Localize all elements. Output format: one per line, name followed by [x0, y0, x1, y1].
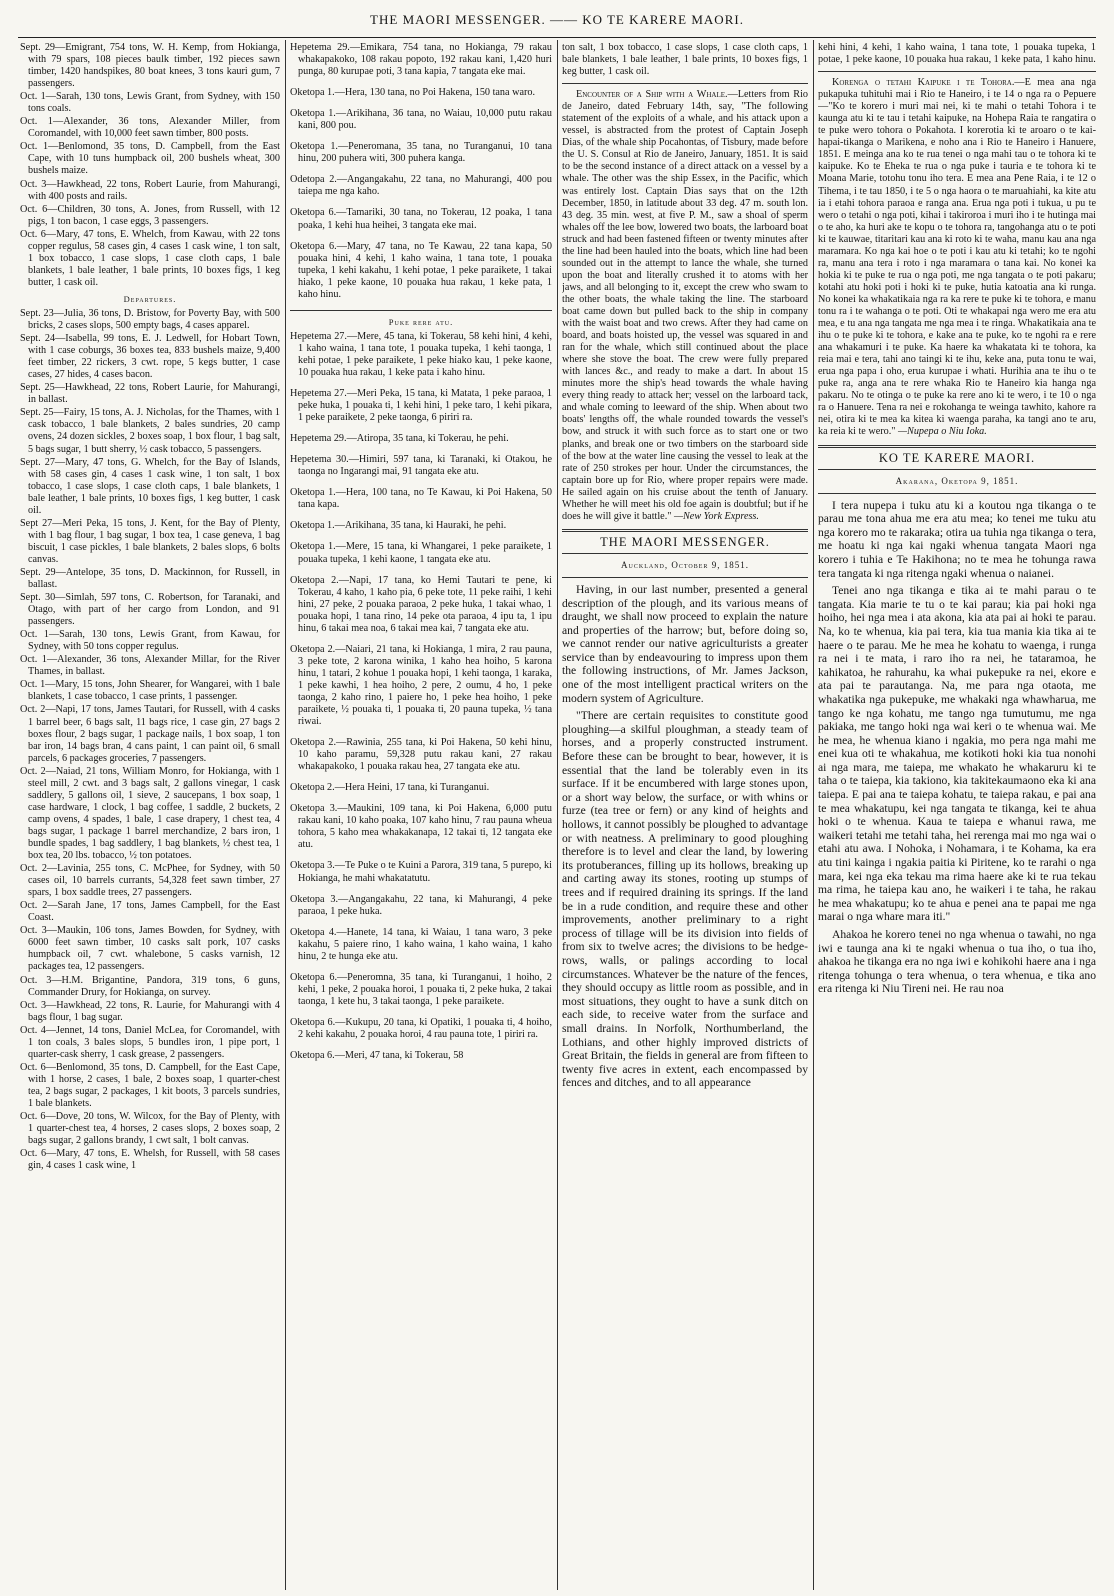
shipping-entry-maori: Oketopa 6.—Peneromna, 35 tana, ki Turanganui, 1 hoiho, 2 kehi, 1 peke, 2 pouaka horoi, 1 pouaka ti, 2 peke huka, 2 takai taonga, 1 kete hu, 3 takai taonga, 1 peke paraikete.	[290, 971, 552, 1007]
shipping-entry: Oct. 4—Jennet, 14 tons, Daniel McLea, for Coromandel, with 1 ton coals, 3 bales slops, 5 bundles iron, 1 pipe port, 1 quarter-cask sherry, 1 cask grease, 2 passengers.	[20, 1024, 280, 1060]
shipping-entry-maori: Oketopa 2.—Rawinia, 255 tana, ki Poi Hakena, 50 kehi hinu, 10 kaho paramu, 59,328 putu rakau kani, 27 rakau whakapakoko, 1 pouaka rakau hea, 27 tangata eke atu.	[290, 737, 552, 773]
whale-article-body-maori: —E mea ana nga pukapuka tuhituhi mai i Rio te Haneiro, i te 14 o nga ra o Pepuere —"Ko te korero i muri mai nei, ki te mahi o tetahi Tohora i te kaunga atu ki te tau i tetahi kaipuke, na Hohepa Raia te rangatira o te puke wero tohora o Pokahota. I korerotia ki te aroaro o te kai-hapai-tikanga o Marikena, e noho ana i Rio te Haneiro i Hanuere, 1851. E meinga ana ko te rua tenei o nga mahi tau o te tohora ki te kaipuke. Ko te Eheka te rua o nga puke i tauria e te tohora ki te Moana Marie, totohu tonu iho tera. E mea ana Pene Raia, i te 12 o Tihema, i te tau 1850, i te 5 o nga haora o te maruahiahi, ka kite atu ia i etahi tohora paraoa e ranga ana. Erua nga poti i tukua, u pu te wero o tetahi o nga poti, kihai i takiroroa i muri iho i te hutinga mai o te aho, ka huri ake te kopu o te tohora ra, tangohanga atu o te poti ki te kauwae, titaritari kau ana ki roto ki te waha, manu kau ana nga maramara. Ko nga kai hoe o te poti i kau atu ki tetahi; ko te ngohi ra, manu ana tera i roto i nga maramara o tana kai. No konei ka hokia ki te puke te rua o nga poti, me nga tangata o te poti pakaru; kotahi atu hoki poti i hoki ki te puke, hutia katoatia ana ki runga. No konei ka whakatikaia nga ra ka rere te puke ki te tohora, e manu tonu ra i te wahanga o te poti. Oti te whakapai nga wero me era atu mea, e tu ana nga tangata me nga mea i te ringa. Whakatikaia ana te ihu o te puke ki te tohora, e kake ana te puke, ko te ngohi ra e rere ana whakamuri i te puke. Ka haere ka whakatata ki te tohora, ka reia mai e tera, tahi ano taingi ki te ihu, keke ana, puta tonu te wai, erua nga papa i oho, erua kurupae i whati. Hurihia ana te ihu o te puke ra, anga ana te rere whaka Rio te Haneiro kia hanga nga pakaru. No te otinga o te puke ka rere ano ki te wero, i te 10 o nga ra o Hanuere. Tena ra nei e rokohanga te weinga tawhito, kahore ra nei, otira ki te mea ka kitea ki waenga paraha, ka tangi ano te aru, ka reia ki te wero."	[818, 77, 1096, 438]
arrivals-list	[20, 42, 280, 289]
departures-heading-maori: Puke rere atu.	[388, 316, 454, 327]
shipping-entry-maori: Oketopa 3.—Maukini, 109 tana, ki Poi Hakena, 6,000 putu rakau kani, 10 kaho poaka, 107 kaho hinu, 7 rau pauna wheua tohora, 5 kaho mea whakakanapa, 12 takai ti, 12 tangata eke atu.	[290, 803, 552, 851]
shipping-entry: Sept 27—Meri Peka, 15 tons, J. Kent, for the Bay of Plenty, with 1 bag flour, 1 bag sugar, 1 box tea, 1 case geneva, 1 bag biscuit, 1 case pickles, 1 bale blankets, 2 bales slops, 6 bolts canvas.	[20, 517, 280, 565]
shipping-entry-maori: Hepetema 27.—Meri Peka, 15 tana, ki Matata, 1 peke paraoa, 1 peke huka, 1 pouaka ti, 1 kehi hini, 1 peke taro, 1 kehi pikara, 1 peke paraikete, 2 peke taonga, 6 piriri ra.	[290, 388, 552, 424]
arrivals-list-maori	[290, 42, 552, 301]
shipping-entry: Oct. 6—Dove, 20 tons, W. Wilcox, for the Bay of Plenty, with 1 quarter-chest tea, 4 horses, 2 cases slops, 2 boxes soap, 2 bags sugar, 2 gallons brandy, 1 cwt salt, 1 bolt canvas.	[20, 1111, 280, 1147]
masthead: THE MAORI MESSENGER. —— KO TE KARERE MAORI.	[370, 12, 744, 27]
shipping-entry: Oct. 1—Alexander, 36 tons, Alexander Miller, from Coromandel, with 10,000 feet sawn timber, 800 posts.	[20, 116, 280, 140]
paper-title-maori: KO TE KARERE MAORI.	[878, 450, 1036, 465]
shipping-entry: Sept. 25—Fairy, 15 tons, A. J. Nicholas, for the Thames, with 1 cask tobacco, 1 bale blankets, 2 bales sundries, 20 camp ovens, 24 dozen sickles, 2 boxes soap, 1 box flour, 1 bag salt, 5 bags sugar, 1 butt sherry, ½ cask tobacco, 5 passengers.	[20, 407, 280, 455]
shipping-entry-maori: Oketopa 3.—Te Puke o te Kuini a Parora, 319 tana, 5 purepo, ki Hokianga, he mahi whakatatutu.	[290, 860, 552, 884]
shipping-entry: Oct. 1—Mary, 15 tons, John Shearer, for Wangarei, with 1 bale blankets, 1 case tobacco, 1 case prints, 1 passenger.	[20, 679, 280, 703]
shipping-entry: Sept. 30—Simlah, 597 tons, C. Robertson, for Taranaki, and Otago, with part of her cargo from London, and 91 passengers.	[20, 592, 280, 628]
shipping-entry: Sept. 25—Hawkhead, 22 tons, Robert Laurie, for Mahurangi, in ballast.	[20, 382, 280, 406]
shipping-entry: Oct. 1—Sarah, 130 tons, Lewis Grant, from Kawau, for Sydney, with 50 tons copper regulus.	[20, 629, 280, 653]
column-divider	[813, 40, 814, 1590]
shipping-continuation-maori: kehi hini, 4 kehi, 1 kaho waina, 1 tana tote, 1 pouaka tupeka, 1 potae, 1 peke kaone, 10 pouaka hua rakau, 1 keke pata, 1 kaho hinu.	[818, 42, 1096, 66]
shipping-entry: Oct. 1—Alexander, 36 tons, Alexander Millar, for the River Thames, in ballast.	[20, 654, 280, 678]
shipping-entry: Sept. 27—Mary, 47 tons, G. Whelch, for the Bay of Islands, with 58 cases gin, 4 cases 1 cask wine, 1 ton salt, 1 box tobacco, 1 case slops, 1 case cloth caps, 1 bale blankets, 1 bale leather, 1 bale prints, 10 boxes figs, 1 keg butter, 1 cask oil.	[20, 456, 280, 516]
shipping-entry: Sept. 29—Antelope, 35 tons, D. Mackinnon, for Russell, in ballast.	[20, 566, 280, 591]
shipping-entry-maori: Oketopa 1.—Hera, 130 tana, no Poi Hakena, 150 tana waro.	[290, 87, 535, 99]
whale-article-body: —Letters from Rio de Janeiro, dated February 14th, say, "The following statement of the exploits of a whale, and his attack upon a vessel, is abstracted from the protest of Captain Joseph Dias, of the whale ship Pocahontas, of Tisbury, made before the U. S. Consul at Rio de Janeiro, January, 1851. It is said to be the second instance of a direct attack on a vessel by a whale. The other was the ship Essex, in the Pacific, which was entirely lost. Captain Dias says that on the 12th December, 1850, in latitude about 33 deg. 47 m. south lon. 43 deg. 35 min. west, at five P. M., saw a shoal of sperm whales off the lee bow, lowered two boats, the larboard boat struck and had been fastened fifteen or twenty minutes after the line had been hauled into the boats, which line had been sounded out in the attempt to lance the whale, she turned upon the boat and literally crushed it to atoms with her jaws, and all belonging to it, except the crew who swam to the other boats, the whale taking the line. The starboard boat came down but pulled back to the ship in company with the waist boat and two crews. After they had came on board, and boats hoisted up, the vessel was squared in and ran for the whale, which still continued about the place where she stove the boat. The crew were fully prepared with lances &c., and ready to make a dart. In about 15 minutes more the ship's head towards the whale having every thing ready to attack her; vessel on the larboard tack, and whale coming to leeward of the ship. When about two boats' lengths off, the whale rounded towards the vessel's bow, and struck it with such force as to start one or two planks, and break one or two timbers on the starboard side of the bow at the water line causing the vessel to leak at the rate of 250 strokes per hour. Under the circumstances, the captain bore up for Rio, where proper repairs were made. He sailed again on his cruise about the tenth of January. Whether he will meet his old foe again is doubtful; but if he does he will give it battle."	[562, 89, 808, 522]
editorial-paragraph-maori: I tera nupepa i tuku atu ki a koutou nga tikanga o te parau me tona ahua me era atu mea; ko tenei me tuku atu nga korero mo te rakaraka; otira ua tuhia nga tikanga o tera, me hoatu ki nga kai ngaki whenua tangata Maori nga korero i tuhia e Te Hakihona; no te mea he tohunga rawa tera tangata ki nga ritenga ngaki whenua o naianei.	[818, 498, 1096, 580]
shipping-entry-maori: Hepetema 30.—Himiri, 597 tana, ki Taranaki, ki Otakou, he taonga no Ingarangi mai, 91 tangata eke atu.	[290, 454, 552, 478]
whale-article-source-maori: —Nupepa o Niu Ioka.	[897, 426, 987, 438]
whale-article-heading: Encounter of a Ship with a Whale.	[576, 89, 728, 101]
shipping-entry-maori: Oketopa 2.—Napi, 17 tana, ko Hemi Tautari te pene, ki Tokerau, 4 kaho, 1 kaho pia, 6 peke tote, 11 peke raihi, 1 kehi hini, 27 peke, 2 pouaka paraoa, 2 peke huka, 1 takai whao, 1 pouaka hopi, 1 tana rino, 14 peke ota paraoa, 4 ipu ta, 1 ipu hinu, 6 takai mea noa, 6 takai mea kai, 7 tangata eke atu.	[290, 574, 552, 634]
paper-title: THE MAORI MESSENGER.	[600, 534, 770, 549]
shipping-entry: Oct. 2—Napi, 17 tons, James Tautari, for Russell, with 4 casks 1 barrel beer, 6 bags salt, 11 bags rice, 1 case gin, 27 bags 2 boxes flour, 2 bags sugar, 1 package nails, 1 box soap, 1 ton bar iron, 14 bags bran, 4 cans paint, 1 can paint oil, 6 small parcels, 6 packages groceries, 7 passengers.	[20, 704, 280, 764]
shipping-continuation: ton salt, 1 box tobacco, 1 case slops, 1 case cloth caps, 1 bale blankets, 1 bale leather, 1 bale prints, 10 boxes figs, 1 keg butter, 1 cask oil.	[562, 42, 808, 78]
shipping-entry-maori: Hepetema 29.—Atiropa, 35 tana, ki Tokerau, he pehi.	[290, 433, 509, 445]
shipping-entry-maori: Oketopa 6.—Kukupu, 20 tana, ki Opatiki, 1 pouaka ti, 4 hoiho, 2 kehi kakahu, 2 pouaka horoi, 4 rau pauna tote, 1 piriri ra.	[290, 1016, 552, 1040]
masthead-rule	[18, 37, 1096, 38]
shipping-entry-maori: Oketopa 1.—Mere, 15 tana, ki Whangarei, 1 peke paraikete, 1 pouaka tupeka, 1 kehi kaone, 1 tangata eke atu.	[290, 541, 552, 565]
rule	[818, 493, 1096, 494]
shipping-entry: Oct. 6—Children, 30 tons, A. Jones, from Russell, with 12 pigs, 1 ton bacon, 1 case eggs, 3 passengers.	[20, 203, 280, 227]
column-divider	[285, 40, 286, 1590]
rule	[818, 469, 1096, 470]
column-english-shipping	[20, 42, 280, 1590]
shipping-entry-maori: Odetopa 2.—Angangakahu, 22 tana, no Mahurangi, 400 pou taiepa me nga kaho.	[290, 174, 552, 198]
departures-heading: Departures.	[123, 293, 177, 304]
shipping-entry: Oct. 3—Hawkhead, 22 tons, Robert Laurie, from Mahurangi, with 400 posts and rails.	[20, 178, 280, 202]
shipping-entry-maori: Oketopa 6.—Meri, 47 tana, ki Tokerau, 58	[290, 1050, 464, 1062]
shipping-entry-maori: Hepetema 27.—Mere, 45 tana, ki Tokerau, 58 kehi hini, 4 kehi, 1 kaho waina, 1 tana tote, 1 pouaka tupeka, 1 kehi taonga, 1 kehi potae, 1 peke paraikete, 1 peke hiako kau, 1 peke kaone, 10 pouaka hua rakau, 1 keke pata i kaho hinu.	[290, 330, 552, 378]
shipping-entry-maori: Hepetema 29.—Emikara, 754 tana, no Hokianga, 79 rakau whakapakoko, 108 rakau popoto, 192 rakau kani, 1,420 huri punga, 80 kurupae poti, 3 tana kapia, 7 tangata eke mai.	[290, 42, 552, 78]
whale-article-maori	[818, 77, 1096, 438]
shipping-entry: Sept. 24—Isabella, 99 tons, E. J. Ledwell, for Hobart Town, with 1 case coburgs, 36 boxes tea, 833 bushels maize, 9,400 feet timber, 22 rickers, 3 cwt. rope, 5 kegs butter, 1 case cases, 27 hides, 4 cases bacon.	[20, 333, 280, 381]
column-divider	[557, 40, 558, 1590]
editorial-paragraph-maori: Tenei ano nga tikanga e tika ai te mahi parau o te tangata. Kia marie te tu o te kai parau; kia pai hoki nga hoiho, hei nga mea i ata akona, kia ata pai ai hoki te parau. Na, ko te whenua, kia pai tera, kia tua mania kia tika ai te haere o te parau. Me he mea he kohatu to waenga, i runga ra nei i te mata, i raro iho ra nei, he tataramoa, he kahikatoa, he rahurahu, ka whai pukepuke ra nei, ekore e ata pai te parautanga. Na, me para nga otaota, me whakatika nga pukepuke, me whakaki nga whawharua, me tango ke nga kohatu, me tango nga tumutumu, me nga pakiaka, me tango hoki nga wai keri o te whenua wai. Me he mea, he whenua kiano i ngakia, mo pera nga mahi me enei kua oti te whakahua, me kotikoti hoki kia tua nonohi ai nga mara, me taiepa, me whakato he whakaruru ki te taha o te taiepa, kia takiono, kia takitekaumaono eka ki ana taiepa. E pai ana te taiepa kohatu, te taiepa rakau, e pai ana te mea whakatupu, kei nga tangata te tikanga, kei te ahua hoki o te whenua. Kaua te taiepa e whanui rawa, me waikeri tetahi me tetahi taha, hei rerenga mai mo nga wai o etahi atu awa. I Nohoka, i Nohamara, i te Kohama, ka era atu tini kainga i ngakia paitia ki Piritene, ko te rarahi o nga mara, kei nga eka tekau ma rima haere ake ki te rua tekau ma rima, he taiepa kau ano, he waikeri i te taha, he rakau he mea whakatupu; ko te ahua e penei ana te papai me nga marai o nga whare mara iti."	[818, 584, 1096, 924]
shipping-entry: Oct. 2—Lavinia, 255 tons, C. McPhee, for Sydney, with 50 cases oil, 10 barrels currants, 54,328 feet sawn timber, 27 spars, 1 box saddle trees, 27 passengers.	[20, 863, 280, 899]
shipping-entry-maori: Oketopa 4.—Hanete, 14 tana, ki Waiau, 1 tana waro, 3 peke kakahu, 5 paiere rino, 1 kaho waina, 1 kaho waina, 1 kaho hinu, 2 te hunga eke atu.	[290, 926, 552, 962]
whale-article-heading-maori: Korenga o tetahi Kaipuke i te Tohora.	[832, 77, 1015, 89]
shipping-entry-maori: Oketopa 6.—Mary, 47 tana, no Te Kawau, 22 tana kapa, 50 pouaka hini, 4 kehi, 1 kaho waina, 1 tana tote, 1 pouaka tupeka, 1 kehi kakahu, 1 kehi potae, 1 peke paraikete, 1 takai hiako, 1 peke kaone, 10 pouaka hua rakau, 1 keke pata, 1 kaho hinu.	[290, 240, 552, 300]
editorial-paragraph: Having, in our last number, presented a general description of the plough, and its various means of draught, we shall now proceed to explain the nature and properties of the harrow; but, before doing so, we cannot render our native agriculturists a greater service than by endeavouring to impress upon them the following instructions, of Mr. James Jackson, one of the most intelligent practical writers on the modern system of Agriculture.	[562, 582, 808, 705]
shipping-entry: Sept. 29—Emigrant, 754 tons, W. H. Kemp, from Hokianga, with 79 spars, 108 pieces baulk timber, 192 pieces sawn timber, 1420 handspikes, 80 boat knees, 3 tons kauri gum, 7 passengers.	[20, 42, 280, 90]
column-english-articles	[562, 42, 808, 1590]
editorial-paragraph-maori: Ahakoa he korero tenei no nga whenua o tawahi, no nga iwi e taunga ana ki te ngaki whenua o tua iho, o tua iho, ahakoa he tikanga era no nga iwi e kohikohi haere ana i nga ritenga tohunga o tera whenua, o tera whenua, e tika ano era ritenga ki Niu Tireni nei. He rau noa	[818, 928, 1096, 996]
rule	[818, 71, 1096, 72]
shipping-entry: Oct. 6—Mary, 47 tons, E. Whelch, from Kawau, with 22 tons copper regulus, 58 cases gin, 4 cases 1 cask wine, 1 ton salt, 1 box tobacco, 1 case slops, 1 case cloth caps, 1 bale blankets, 1 bale leather, 1 bale prints, 10 boxes figs, 1 keg butter, 1 cask oil.	[20, 228, 280, 288]
departures-list	[20, 308, 280, 1172]
shipping-entry-maori: Oketopa 1.—Arikihana, 36 tana, no Waiau, 10,000 putu rakau kani, 800 pou.	[290, 108, 552, 132]
shipping-entry: Oct. 6—Benlomond, 35 tons, D. Campbell, for the East Cape, with 1 horse, 2 cases, 1 bale, 2 boxes soap, 1 quarter-chest tea, 2 bags sugar, 2 packages, 1 kit boots, 3 parcels sundries, 1 bale blankets.	[20, 1061, 280, 1109]
shipping-entry: Oct. 1—Sarah, 130 tons, Lewis Grant, from Sydney, with 150 tons coals.	[20, 91, 280, 115]
double-rule	[818, 445, 1096, 448]
shipping-entry: Oct. 3—Maukin, 106 tons, James Bowden, for Sydney, with 6000 feet sawn timber, 10 casks salt pork, 107 casks humpback oil, 7 cwt. whalebone, 5 casks varnish, 12 packages tea, 12 passengers.	[20, 925, 280, 973]
shipping-entry-maori: Oketopa 2.—Hera Heini, 17 tana, ki Turanganui.	[290, 782, 490, 794]
whale-article-source: —New York Express.	[673, 510, 759, 522]
rule	[562, 577, 808, 578]
editorial-body	[562, 583, 808, 1090]
shipping-entry-maori: Oketopa 3.—Angangakahu, 22 tana, ki Mahurangi, 4 peke paraoa, 1 peke huka.	[290, 893, 552, 917]
editorial-paragraph: "There are certain requisites to constitute good ploughing—a skilful ploughman, a steady team of horses, and a properly constructed instrument. Before these can be brought to bear, however, it is essential that the land be tolerably even in its surface. If it be encumbered with large stones upon, or a short way below, the surface, or with whins or furze (tea tree or fern) or any kind of heights and hollows, it cannot possibly be ploughed to advantage or with neatness. A preliminary to good ploughing therefore is to level and clear the land, by lowering its protuberances, filling up its hollows, breaking up and carting away its stones, rooting up stumps of trees and if required draining its springs. If the land be in a rude condition, and require these and other improvements, another preliminary to a right process of tillage will be its division into fields of from six to twelve acres; the divisions to be hedge-rows, walls, or palings according to local circumstances. Whatever be the nature of the fences, they should occupy as little room as possible, and in most situations, they ought to have a sunk ditch on each side, to receive water from the surface and small drains. In Norfolk, Northumberland, the Lothians, and other highly improved districts of Great Britain, the fields in general are from fifteen to twenty five acres in extent, each encompassed by fences and ditches, and to all appearance	[562, 709, 808, 1090]
shipping-entry: Oct. 3—Hawkhead, 22 tons, R. Laurie, for Mahurangi with 4 bags flour, 1 bag sugar.	[20, 999, 280, 1023]
column-maori-articles	[818, 42, 1096, 1590]
shipping-entry: Oct. 3—H.M. Brigantine, Pandora, 319 tons, 6 guns, Commander Drury, for Hokianga, on survey.	[20, 974, 280, 998]
double-rule	[562, 529, 808, 532]
editorial-body-maori	[818, 499, 1096, 996]
rule	[562, 553, 808, 554]
shipping-entry-maori: Oketopa 1.—Hera, 100 tana, no Te Kawau, ki Poi Hakena, 50 tana kapa.	[290, 487, 552, 511]
departures-list-maori	[290, 331, 552, 1062]
shipping-entry: Sept. 23—Julia, 36 tons, D. Bristow, for Poverty Bay, with 500 bricks, 2 cases slops, 500 empty bags, 4 cases apparel.	[20, 307, 280, 332]
dateline: Auckland, October 9, 1851.	[621, 559, 749, 570]
shipping-entry: Oct. 1—Benlomond, 35 tons, D. Campbell, from the East Cape, with 10 tuns humpback oil, 200 bushels wheat, 300 bushels maize.	[20, 141, 280, 177]
column-maori-shipping	[290, 42, 552, 1590]
whale-article	[562, 89, 808, 523]
shipping-entry: Oct. 2—Naiad, 21 tons, William Monro, for Hokianga, with 1 steel mill, 2 cwt. and 3 bags salt, 2 gallons vinegar, 1 cask saddlery, 5 gallons oil, 1 sieve, 2 saucepans, 1 box soap, 1 case hardware, 1 clock, 1 bag coffee, 1 saddle, 2 buckets, 2 camp ovens, 4 spades, 1 bale, 1 case drapery, 1 chest tea, 4 bags sugar, 1 package 1 barrel merchandize, 2 bars iron, 1 bundle spades, 1 bag saddlery, 1 bag blankets, ½ chest tea, 1 box tea, 20 lbs. tobacco, ½ ton potatoes.	[20, 765, 280, 862]
shipping-entry-maori: Oketopa 2.—Naiari, 21 tana, ki Hokianga, 1 mira, 2 rau pauna, 3 peke tote, 2 karona winika, 1 kaho hea hoiho, 5 karona hinu, 1 tatari, 2 kohue 1 pouaka hopi, 1 kehi taonga, 1 karaka, 1 peke kawhi, 1 hea hoiho, 2 pere, 2 oumu, 4 ho, 1 peke taonga, 2 kaho rino, 1 paiere ho, 1 peke hea hoiho, 1 peke paraikete, ½ pouaka ti, 1 pouaka ti, 20 pauna tupeka, ½ tana riwai.	[290, 643, 552, 728]
shipping-entry-maori: Oketopa 1.—Arikihana, 35 tana, ki Hauraki, he pehi.	[290, 520, 507, 532]
shipping-entry-maori: Oketopa 1.—Peneromana, 35 tana, no Turanganui, 10 tana hinu, 200 puhera witi, 300 puhera kanga.	[290, 141, 552, 165]
shipping-entry: Oct. 2—Sarah Jane, 17 tons, James Campbell, for the East Coast.	[20, 900, 280, 924]
rule	[290, 310, 552, 311]
shipping-entry: Oct. 6—Mary, 47 tons, E. Whelsh, for Russell, with 58 cases gin, 4 cases 1 cask wine, 1	[20, 1148, 280, 1172]
shipping-entry-maori: Oketopa 6.—Tamariki, 30 tana, no Tokerau, 12 poaka, 1 tana poaka, 1 kehi hua heihei, 3 tangata eke mai.	[290, 207, 552, 231]
dateline-maori: Akarana, Oketopa 9, 1851.	[895, 475, 1019, 486]
rule	[562, 83, 808, 84]
